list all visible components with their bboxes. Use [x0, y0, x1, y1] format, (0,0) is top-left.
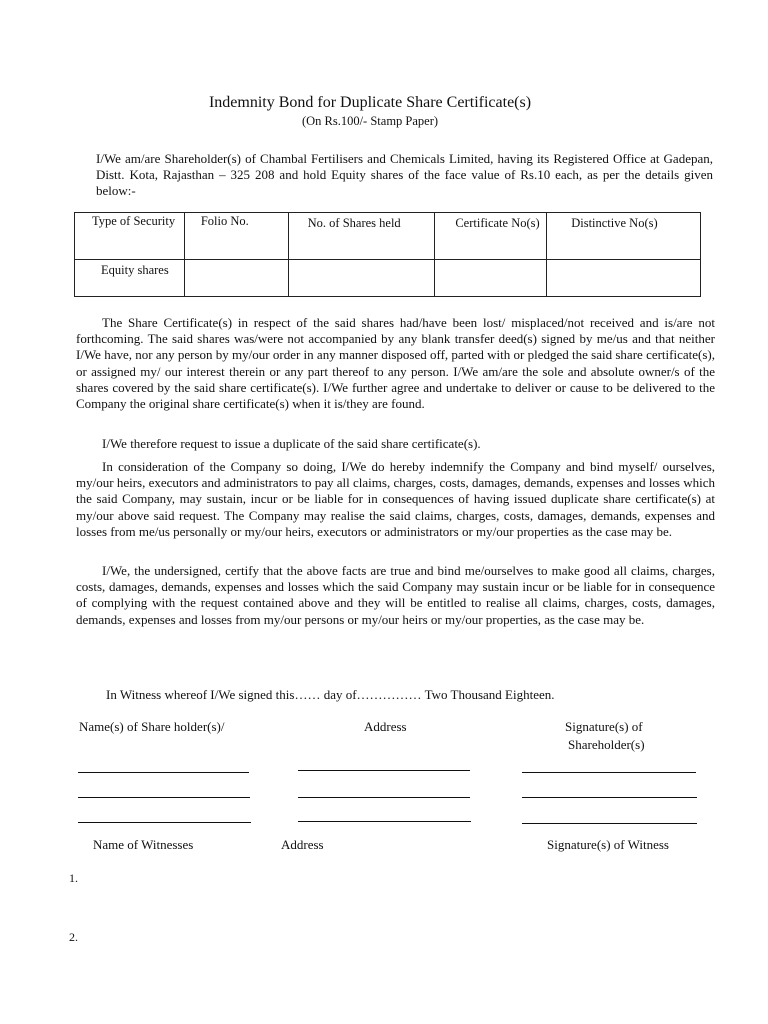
shareholder-signature-line-3[interactable] [522, 823, 697, 824]
table-header-row [75, 213, 701, 260]
shareholder-name-line-1[interactable] [78, 772, 249, 773]
header-cell [547, 213, 701, 260]
table-cell-shares [288, 260, 435, 297]
table-cell-certificate [435, 260, 547, 297]
shareholder-name-line-2[interactable] [78, 797, 250, 798]
witness-number-2: 2. [69, 930, 78, 944]
paragraph-certification: I/We, the undersigned, certify that the above facts are true and bind me/ourselves to make good all claims, charges, costs, damages, demands, expenses and losses which the said Company may sustain incur or be liable for in consequence of complying with the request contained above and they will be entitled to realise all claims, charges, costs, damages, demands, expenses and losses from my/our persons or my/our heirs or my/our properties, as the case may be. [76, 563, 715, 627]
witness-number-1: 1. [69, 871, 78, 885]
document-subtitle: (On Rs.100/- Stamp Paper) [301, 114, 439, 128]
header-folio-no: Folio No. [200, 214, 249, 228]
table-cell-distinctive [547, 260, 701, 297]
paragraph-indemnity: In consideration of the Company so doing, I/We do hereby indemnify the Company and bind myself/ ourselves, my/our heirs, executors and administrators to pay all claims, charges, costs, damages, demands, expenses and losses which the said Company, may sustain, incur or be liable for in consequences of having issued duplicate share certificate(s) at my/our above said request. The Company may realise the said claims, charges, costs, damages, demands, expenses and losses from me/us personally or my/our heirs, executors or administrators or my/our properties as the case may be. [76, 459, 715, 539]
header-distinctive-nos: Distinctive No(s) [571, 216, 658, 230]
header-cell [75, 213, 185, 260]
header-cell [184, 213, 288, 260]
paragraph-lost-certificate: The Share Certificate(s) in respect of the said shares had/have been lost/ misplaced/not received and is/are not forthcoming. The said shares was/were not accompanied by any blank transfer deed(s) signed by me/us and that neither I/We have, nor any person by my/our order in any manner disposed off, parted with or pledged the said share certificate(s), or assigned my/ our interest therein or any part thereof to any person. I/We am/are the sole and absolute owner/s of the shares covered by the said share certificate(s). I/We further agree and undertake to deliver or cause to be delivered to the Company the original share certificate(s) when it is/they are found. [76, 315, 715, 412]
share-details-table [74, 212, 701, 297]
table-row [75, 260, 701, 297]
header-type-of-security: Type of Security [92, 214, 176, 228]
table-cell-folio [184, 260, 288, 297]
shareholder-name-line-3[interactable] [78, 822, 251, 823]
shareholder-signature-label: Signature(s) of [565, 719, 643, 734]
header-cell [288, 213, 435, 260]
shareholder-address-label: Address [364, 719, 407, 734]
header-certificate-nos: Certificate No(s) [455, 216, 540, 230]
shareholder-address-line-1[interactable] [298, 770, 470, 771]
shareholder-signature-line-2[interactable] [522, 797, 697, 798]
witness-signature-label: Signature(s) of Witness [547, 837, 669, 852]
header-cell [435, 213, 547, 260]
witness-address-label: Address [281, 837, 324, 852]
witness-name-label: Name of Witnesses [93, 837, 194, 852]
document-title: Indemnity Bond for Duplicate Share Certificate(s) [208, 94, 532, 111]
witness-statement: In Witness whereof I/We signed this…… day of…………… Two Thousand Eighteen. [106, 687, 555, 702]
header-no-of-shares: No. of Shares held [307, 216, 401, 230]
table-cell [75, 260, 185, 297]
shareholder-name-label: Name(s) of Share holder(s)/ [79, 719, 225, 734]
shareholder-signature-label-2: Shareholder(s) [568, 737, 645, 752]
cell-security-type: Equity shares [101, 263, 169, 277]
shareholder-signature-line-1[interactable] [522, 772, 696, 773]
shareholder-address-line-3[interactable] [298, 821, 471, 822]
intro-paragraph: I/We am/are Shareholder(s) of Chambal Fertilisers and Chemicals Limited, having its Registered Office at Gadepan, Distt. Kota, Rajasthan – 325 208 and hold Equity shares of the face value of Rs.10 each, as per the details given below:- [96, 151, 713, 199]
shareholder-address-line-2[interactable] [298, 797, 470, 798]
paragraph-request-duplicate: I/We therefore request to issue a duplicate of the said share certificate(s). [102, 436, 481, 451]
